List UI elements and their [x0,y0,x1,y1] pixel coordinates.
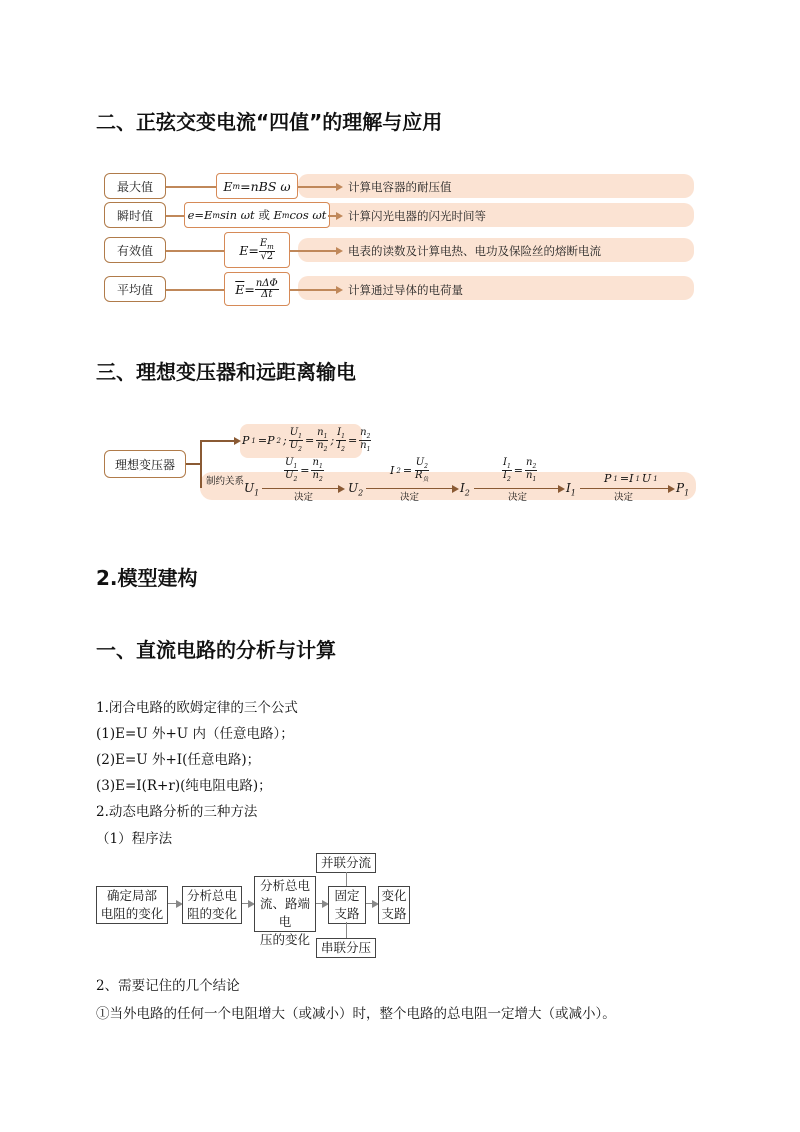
label-effective-value: 有效值 [104,237,166,263]
formula-i2: I 2 = $\frac{U_2}{R_负}$ [390,457,429,483]
paragraph: ①当外电路的任何一个电阻增大（或减小）时，整个电路的总电阻一定增大（或减小）。 [96,1006,616,1022]
paragraph: (1)E=U 外+U 内（任意电路）； [96,726,294,742]
flow-series-divide: 串联分压 [316,938,376,958]
paragraph: 1.闭合电路的欧姆定律的三个公式 [96,700,298,716]
formula-u-ratio: $\frac{U_1}{U_2}$ = $\frac{n_1}{n_2}$ [285,457,323,483]
relation-label: 制约关系 [206,476,245,487]
formula-average-value: $\overline{E}$ = $\frac{\text{nΔΦ}}{\Delta t}$ [224,272,290,306]
use-average-value: 计算通过导体的电荷量 [348,283,463,297]
paragraph: (2)E=U 外+I(任意电路)； [96,752,261,768]
paragraph: （1）程序法 [96,831,173,847]
transformer-label: 理想变压器 [104,450,186,478]
paragraph: (3)E=I(R+r)(纯电阻电路)； [96,778,272,794]
flow-step-1: 确定局部 电阻的变化 [96,886,168,924]
flow-changing-branch: 变化 支路 [378,886,410,924]
section-title-four-values: 二、正弦交变电流“四值”的理解与应用 [96,110,443,134]
var-p1: $P_1$ [676,481,690,498]
label-instant-value: 瞬时值 [104,202,166,228]
use-instant-value: 计算闪光电器的闪光时间等 [348,209,486,223]
flow-step-2: 分析总电 阻的变化 [182,886,242,924]
var-i1: $I_1$ [566,481,576,498]
formula-effective-value: E= $\frac{E_m}{√2}$ [224,232,290,268]
var-u2: $U_2$ [348,481,364,498]
var-u1: $U_1$ [244,481,260,498]
decide-label: 决定 [400,492,420,503]
formula-max-value: E m = nBS ω [216,173,298,199]
label-max-value: 最大值 [104,173,166,199]
dc-circuit-title: 一、直流电路的分析与计算 [96,638,336,662]
var-i2: $I_2$ [460,481,470,498]
paragraph: 2、需要记住的几个结论 [96,978,240,994]
use-max-value: 计算电容器的耐压值 [348,180,452,194]
label-average-value: 平均值 [104,276,166,302]
formula-p1: P 1 =I 1 U 1 [604,472,658,485]
decide-label: 决定 [294,492,314,503]
flow-parallel-shunt: 并联分流 [316,853,376,873]
use-effective-value: 电表的读数及计算电热、电功及保险丝的熔断电流 [348,244,601,258]
formula-i-ratio: $\frac{I_1}{I_2}$ = $\frac{n_2}{n_1}$ [503,457,537,483]
decide-label: 决定 [614,492,634,503]
model-construction-title: 2.模型建构 [96,566,198,590]
flow-step-3: 分析总电 流、路端电 压的变化 [254,876,316,932]
decide-label: 决定 [508,492,528,503]
formula-instant-value: e=E m sin ω t 或 E m cos ω t [184,202,330,228]
section-title-transformer: 三、理想变压器和远距离输电 [96,360,356,384]
flow-fixed-branch: 固定 支路 [328,886,366,924]
paragraph: 2.动态电路分析的三种方法 [96,804,258,820]
power-voltage-current-relation: P 1 =P 2 ; $\frac{U_1}{U_2}$ = $\frac{n_1}{n_2}$ ; $\frac{I_1}{I_2}$ = $\frac{n_2}{n_1}$ [242,427,371,453]
